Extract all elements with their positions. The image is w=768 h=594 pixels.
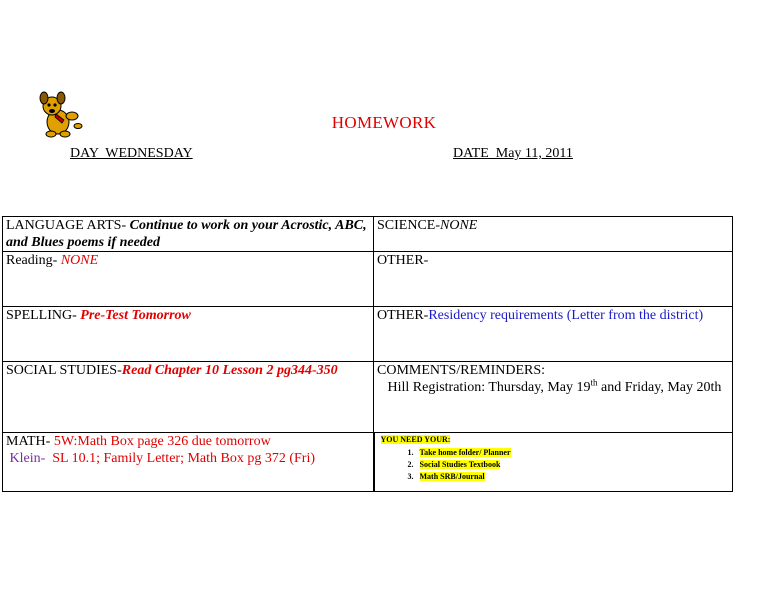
comments-superscript: th	[590, 377, 598, 388]
list-item: 1. Take home folder/ Planner	[416, 447, 730, 459]
table-row	[3, 362, 733, 433]
reading-cell	[3, 252, 374, 307]
language-arts-cell	[3, 217, 374, 252]
comments-label: COMMENTS/REMINDERS:	[377, 363, 546, 378]
comments-text	[377, 379, 729, 396]
other-cell-1	[374, 252, 733, 307]
reading-text: NONE	[60, 253, 99, 268]
you-need-list	[378, 447, 730, 483]
table-row	[3, 433, 733, 492]
comments-cell	[374, 362, 733, 433]
social-studies-label: SOCIAL STUDIES-	[6, 363, 122, 378]
table-row	[3, 307, 733, 362]
table-row	[3, 217, 733, 252]
other-text-2: Residency requirements (Letter from the district)	[428, 308, 704, 323]
science-text: NONE	[440, 218, 478, 233]
science-label: SCIENCE-	[377, 218, 440, 233]
math-line-2: SL 10.1; Family Letter; Math Box pg 372 (Fri)	[52, 451, 316, 466]
social-studies-text: Read Chapter 10 Lesson 2 pg344-350	[121, 363, 338, 378]
spelling-label: SPELLING-	[6, 308, 81, 323]
other-cell-2	[374, 307, 733, 362]
math-teacher-name: Klein-	[6, 451, 53, 466]
science-cell	[374, 217, 733, 252]
you-need-heading: YOU NEED YOUR:	[380, 435, 451, 444]
math-line-1: 5W:Math Box page 326 due tomorrow	[53, 434, 271, 449]
date-label: DATE May 11, 2011	[453, 146, 573, 161]
table-row	[3, 252, 733, 307]
language-arts-label: LANGUAGE ARTS-	[6, 218, 130, 233]
math-label: MATH-	[6, 434, 54, 449]
math-cell	[3, 433, 374, 492]
spelling-cell	[3, 307, 374, 362]
language-arts-text: Continue to work on your Acrostic, ABC, and Blues poems if needed	[6, 218, 367, 250]
comments-text-b: and Friday, May 20th	[597, 380, 722, 395]
social-studies-cell	[3, 362, 374, 433]
other-label-2: OTHER-	[377, 308, 429, 323]
you-need-cell	[374, 433, 733, 492]
comments-text-a: Hill Registration: Thursday, May 19	[377, 380, 591, 395]
homework-table	[2, 216, 733, 492]
list-item: 2. Social Studies Textbook	[416, 459, 730, 471]
day-label: DAY WEDNESDAY	[70, 146, 193, 161]
spelling-text: Pre-Test Tomorrow	[80, 308, 191, 323]
page-title: HOMEWORK	[331, 113, 437, 132]
list-item: 3. Math SRB/Journal	[416, 471, 730, 483]
reading-label: Reading-	[6, 253, 61, 268]
other-label-1: OTHER-	[377, 253, 429, 268]
